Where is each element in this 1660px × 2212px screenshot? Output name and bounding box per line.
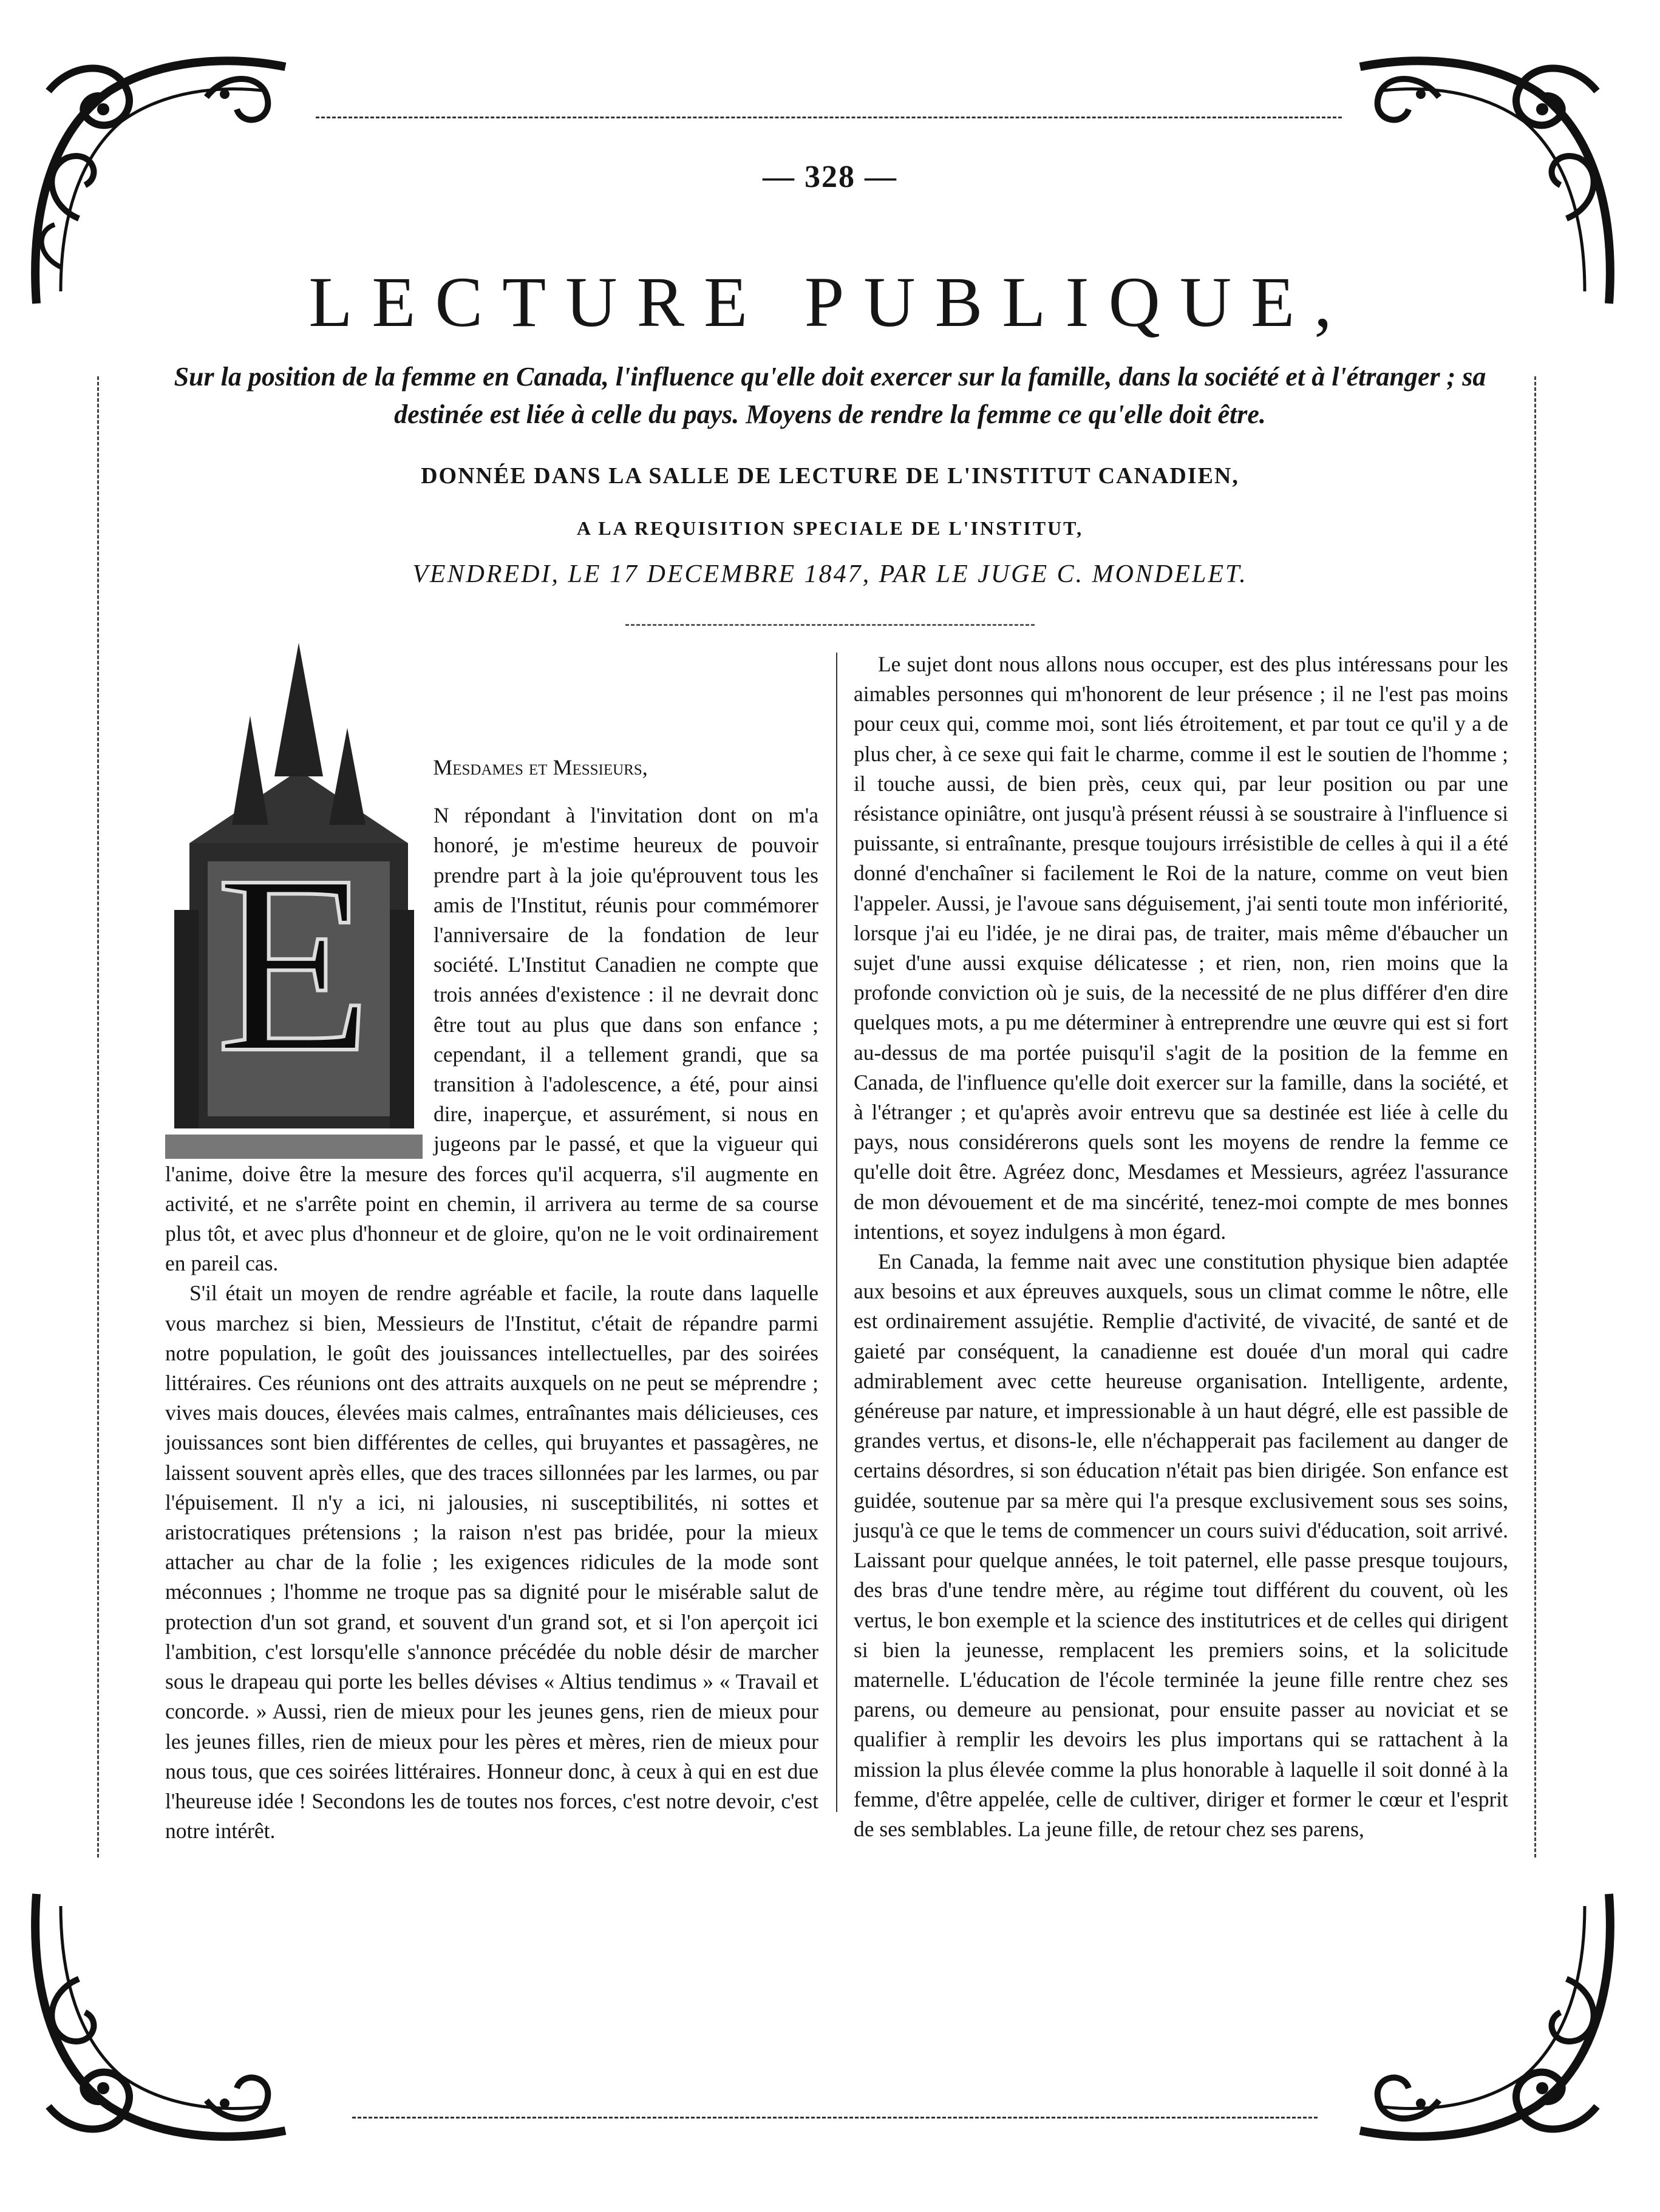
paragraph: En Canada, la femme nait avec une constitution physique bien adaptée aux besoins et aux épreuves auxquels, sous un climat comme le nôtre, elle est ordinairement assujétie. Remplie d'activité, de vivacité, de santé et de gaieté par conséquent, la canadienne est douée d'un moral qui cadre admirablement avec cette heureuse organisation. Intelligente, ardente, généreuse par nature, et impressionable à un haut dégré, elle est passible de grandes vertus, et disons-le, elle n'échapperait pas facilement au danger de certains désordres, si son éducation n'était pas bien dirigée. Son enfance est guidée, soutenue par sa mère qui l'a presque exclusivement sous ses soins, jusqu'à ce que le tems de commencer un cours suivi d'éducation, soit arrivé. Laissant pour quelque années, le toit paternel, elle passe presque toujours, des bras d'une tendre mère, au régime tout différent du couvent, où les vertus, le bon exemple et la science des institutrices et de celles qui dirigent si bien la jeunesse, remplacent les premiers soins, et la solicitude maternelle. L'éducation de l'école terminée la jeune fille rentre chez ses parens, ou demeure au pensionat, pour ensuite passer au noviciat et se qualifier à remplir les devoirs les plus importans qui se rattachent à la mission la plus élevée comme la plus honorable à laquelle il soit donné à la femme, d'être appelée, celle de cultiver, diriger et former le cœur et l'esprit de ses semblables. La jeune fille, de retour chez ses parens, <box>854 1249 1508 1841</box>
column-separator <box>836 653 837 1812</box>
column-right <box>854 650 1508 1844</box>
frame-rule-right <box>1534 376 1536 1857</box>
paragraph: S'il était un moyen de rendre agréable et facile, la route dans laquelle vous marchez si bien, Messieurs de l'Institut, c'était de répandre parmi notre population, le goût des jouissances intellectuelles, par des soirées littéraires. Ces réunions ont des attraits auxquels on ne peut se méprendre ; vives mais douces, élevées mais calmes, entraînantes mais délicieuses, ces jouissances sont bien différentes de celles, qui bruyantes et passagères, ne laissent souvent après elles, que des traces sillonnées par les larmes, ou par l'épuisement. Il n'y a ici, ni jalousies, ni susceptibilités, ni sottes et aristocratiques prétensions ; la raison n'est pas bridée, pour la mieux attacher au char de la folie ; les exigences ridicules de la mode sont méconnues ; l'homme ne troque pas sa dignité pour le misérable salut de protection d'un sot grand, et souvent d'un grand sot, et si l'on aperçoit ici l'ambition, c'est lorsqu'elle s'annonce précédée du noble désir de marcher sous le drapeau qui porte les belles dévises « Altius tendimus » « Travail et concorde. » Aussi, rien de mieux pour les jeunes gens, rien de mieux pour les jeunes filles, rien de mieux pour les pères et mères, rien de mieux pour nous tous, que ces soirées littéraires. Honneur donc, à ceux à qui en est due l'heureuse idée ! Secondons les de toutes nos forces, c'est notre devoir, c'est notre intérêt. <box>165 1281 818 1844</box>
frame-rule-top <box>316 117 1342 118</box>
paragraph: N répondant à l'invitation dont on m'a honoré, je m'estime heureux de pouvoir prendre part à la joie qu'éprouvent tous les amis de l'Institut, réunis pour commémorer l'anniversaire de la fondation de leur société. L'Institut Canadien ne compte que trois années d'existence : il ne devrait donc être tout au plus que dans son enfance ; cependant, il a tellement grandi, que sa transition à l'adolescence, a été, pour ainsi dire, inaperçue, et assurément, si nous en jugeons par le passé, et que la vigueur qui l'anime, doive être la mesure des forces qu'il acquerra, s'il augmente en activité, et ne s'arrête point en chemin, il arrivera au terme de sa course plus tôt, et avec plus d'honneur et de gloire, qu'on ne le voit ordinairement en pareil cas. <box>165 803 818 1276</box>
svg-text:E: E <box>216 823 372 1105</box>
column-left <box>165 650 818 1846</box>
request-line: A LA REQUISITION SPECIALE DE L'INSTITUT, <box>576 517 1084 539</box>
paragraph: Le sujet dont nous allons nous occuper, est des plus intéressans pour les aimables personnes qui m'honorent de leur présence ; il ne l'est pas moins pour ceux qui, comme moi, sont liés étroitement, et par tout ce qu'il y a de plus cher, à ce sexe qui fait le charme, comme il est le soutien de l'homme ; il touche aussi, de bien près, ceux qui, par leur position ou par une résistance opiniâtre, ont jusqu'à présent réussi à se soustraire à l'influence si puissante, si entraînante, presque toujours irrésistible de celles à qui il a été donné d'enchaîner si facilement le Roi de la nature, comme on veut bien l'appeler. Aussi, je l'avoue sans déguisement, j'ai senti toute mon infériorité, lorsque j'ai eu l'idée, je ne dirai pas, de traiter, mais même d'ébaucher un sujet d'une aussi exquise délicatesse ; et rien, non, rien moins que la profonde conviction où je suis, de la necessité de ne plus différer d'en dire quelques mots, a pu me déterminer à entreprendre une œuvre qui est si fort au-dessus de ma portée puisqu'il s'agit de la position de la femme en Canada, de l'influence qu'elle doit exercer sur la famille, dans la société, et à l'étranger ; et qu'après avoir entrevu que sa destinée est liée à celle du pays, nous considérerons quels sont les moyens de rendre la femme ce qu'elle doit être. Agréez donc, Mesdames et Messieurs, agréez l'assurance de mon dévouement et de ma sincérité, tenez-moi compte de mes bonnes intentions, et soyez indulgens à mon égard. <box>854 652 1508 1244</box>
subtitle: Sur la position de la femme en Canada, l'influence qu'elle doit exercer sur la famille, dans la société et à l'étranger ; sa destinée est liée à celle du pays. Moyens de rendre la femme ce qu'elle doit être. <box>174 362 1486 429</box>
header-separator <box>625 624 1035 626</box>
salutation: Mesdames et Messieurs, <box>433 755 648 779</box>
frame-rule-bottom <box>352 2117 1318 2119</box>
drop-cap-illustration <box>165 625 423 1159</box>
date-line: VENDREDI, LE 17 DECEMBRE 1847, PAR LE JUGE C. MONDELET. <box>412 560 1248 588</box>
given-line: DONNÉE DANS LA SALLE DE LECTURE DE L'INSTITUT CANADIEN, <box>421 463 1239 489</box>
page-number: — 328 — <box>763 160 897 194</box>
ornament-corner-bottom-right <box>1336 1876 1621 2161</box>
ornament-corner-bottom-left <box>24 1876 310 2161</box>
page-title: LECTURE PUBLIQUE, <box>308 262 1352 342</box>
frame-rule-left <box>97 376 99 1857</box>
